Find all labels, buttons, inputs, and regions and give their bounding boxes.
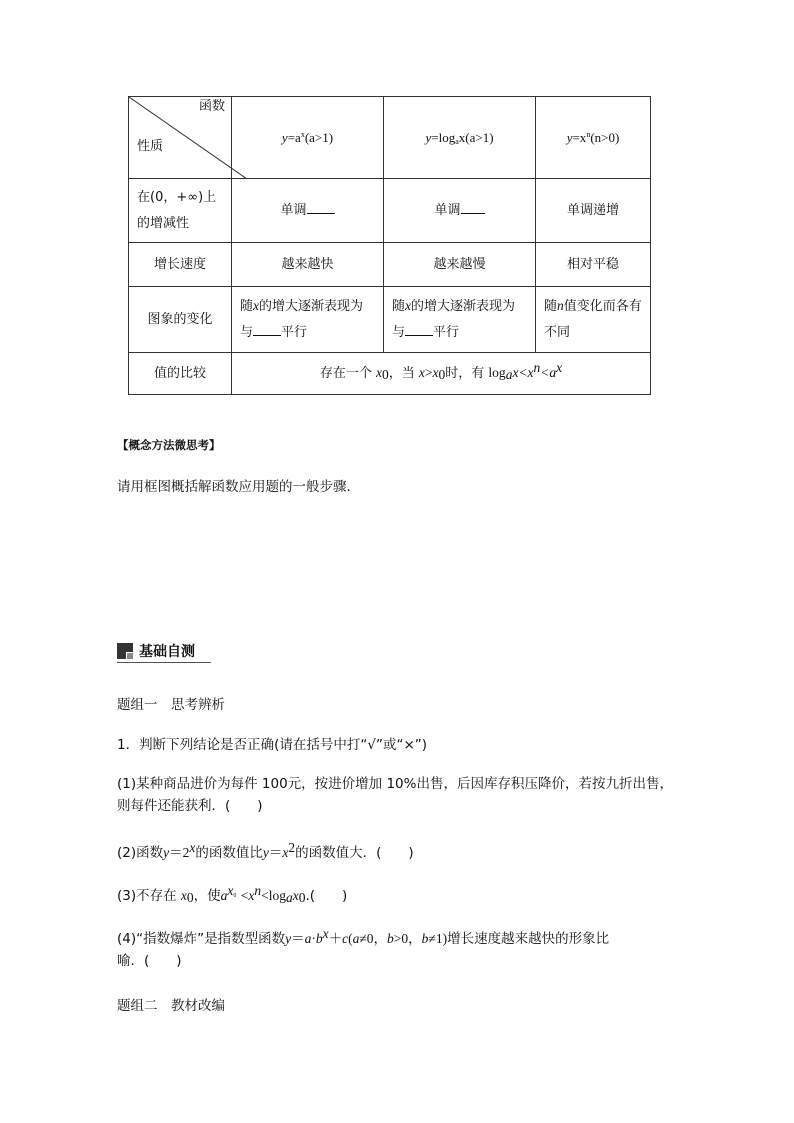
- question-1-item-4: (4)“指数爆炸”是指数型函数$y=a\cdot b^x+c(a\ne 0$，b>0，b≠1)增长速度越来越快的形象比 喻．( ): [117, 926, 610, 969]
- header-logarithmic: $y=\log_ax(a>1)$: [384, 97, 536, 179]
- function-properties-table: [128, 96, 651, 395]
- monotonic-pow: 单调递增: [536, 179, 651, 243]
- answer-blank: [405, 324, 433, 336]
- table-row: [129, 353, 651, 395]
- table-row: [129, 179, 651, 243]
- monotonic-exp: 单调: [232, 179, 384, 243]
- answer-blank: [307, 202, 335, 214]
- graph-log: 随x的增大逐渐表现为与 平行: [384, 287, 536, 353]
- table-row: [129, 287, 651, 353]
- answer-blank: [461, 202, 485, 214]
- monotonic-log: 单调: [384, 179, 536, 243]
- header-function-label: 函数: [198, 99, 225, 114]
- header-exponential: $y=a^x(a>1)$: [232, 97, 384, 179]
- speed-log: 越来越慢: [384, 243, 536, 287]
- monotonic-label: 在(0，+∞)上的增减性: [129, 179, 232, 243]
- table-header-row: [129, 97, 651, 179]
- question-1-item-1: (1)某种商品进价为每件 100元，按进价增加 10%出售，后因库存积压降价，若按九折出售， 则每件还能获利．( ): [117, 776, 673, 814]
- group-2-heading: 题组二 教材改编: [117, 998, 225, 1014]
- graph-pow: 随n值变化而各有不同: [536, 287, 651, 353]
- concept-section-heading: 【概念方法微思考】: [117, 438, 221, 452]
- graph-exp: 随x的增大逐渐表现为与 平行: [232, 287, 384, 353]
- speed-exp: 越来越快: [232, 243, 384, 287]
- group-1-heading: 题组一 思考辨析: [117, 697, 225, 713]
- compare-label: 值的比较: [129, 353, 232, 395]
- section-square-icon: [117, 643, 133, 659]
- graph-label: 图象的变化: [129, 287, 232, 353]
- speed-pow: 相对平稳: [536, 243, 651, 287]
- table-row: [129, 243, 651, 287]
- answer-blank: [253, 324, 281, 336]
- question-1-item-3: (3)不存在 $x_0$，使$a^{x_0} <x^n<\log_ax_0$.( ): [117, 883, 348, 905]
- basic-test-title-text: 基础自测: [139, 644, 195, 660]
- question-1-item-2: (2)函数$y=2^x$的函数值比$y=x^2$的函数值大．( ): [117, 840, 414, 861]
- diagonal-header-cell: [129, 97, 232, 179]
- speed-label: 增长速度: [129, 243, 232, 287]
- header-power: $y=x^n(n>0)$: [536, 97, 651, 179]
- header-property-label: 性质: [137, 139, 164, 154]
- basic-test-title: [117, 640, 211, 663]
- concept-question: 请用框图概括解函数应用题的一般步骤．: [117, 479, 360, 495]
- compare-value: 存在一个 $x_0$，当 $x>x_0$时，有 $\log_ax<x^n<a^x$: [232, 353, 651, 395]
- question-1-stem: 1．判断下列结论是否正确(请在括号中打“√”或“×”): [117, 737, 428, 753]
